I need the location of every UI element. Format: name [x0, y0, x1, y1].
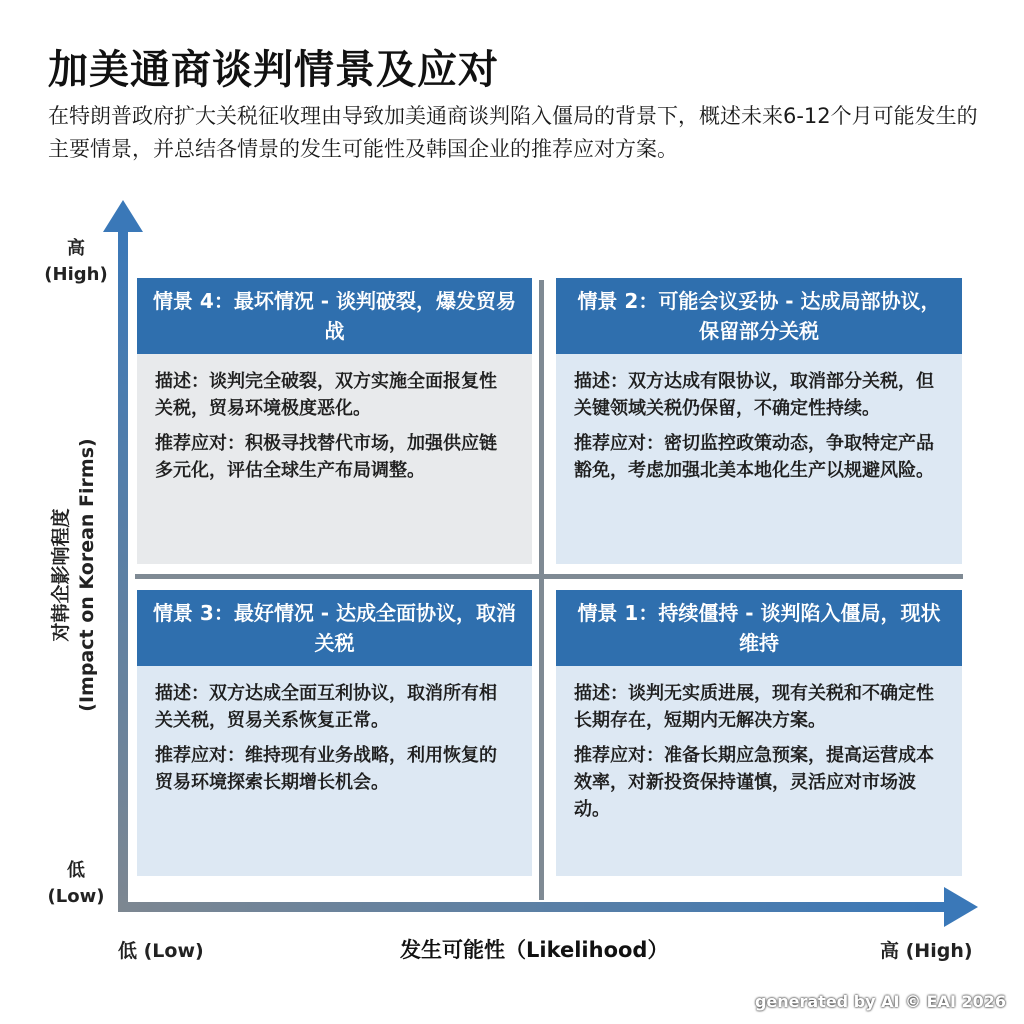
- watermark: generated by AI © EAI 2026: [754, 992, 1006, 1011]
- scenario-3-description: 描述：双方达成全面互利协议，取消所有相关关税，贸易关系恢复正常。: [155, 683, 497, 731]
- y-axis-line: [118, 228, 128, 912]
- quadrant-scenario-4: [137, 278, 532, 564]
- y-axis-high-label: [38, 236, 114, 288]
- quadrant-divider-vertical: [539, 280, 544, 900]
- scenario-3-recommendation: 推荐应对：维持现有业务战略，利用恢复的贸易环境探索长期增长机会。: [155, 745, 497, 793]
- y-axis-title: [48, 415, 100, 735]
- x-axis-low-label: 低 (Low): [118, 940, 204, 962]
- scenario-4-body: [137, 354, 532, 502]
- quadrant-scenario-1: [556, 590, 962, 876]
- y-low-cn: 低: [67, 860, 85, 881]
- y-high-cn: 高: [67, 238, 85, 259]
- scenario-4-title: 情景 4：最坏情况 - 谈判破裂，爆发贸易战: [137, 278, 532, 354]
- quadrant-scenario-2: [556, 278, 962, 564]
- quadrant-divider-horizontal: [135, 574, 963, 579]
- x-axis-high-label: 高 (High): [880, 940, 973, 962]
- scenario-3-body: [137, 666, 532, 814]
- scenario-1-body: [556, 666, 962, 841]
- y-title-cn: 对韩企影响程度: [50, 508, 72, 642]
- x-axis-title: 发生可能性（Likelihood）: [400, 938, 669, 962]
- quadrant-scenario-3: [137, 590, 532, 876]
- page-subtitle: 在特朗普政府扩大关税征收理由导致加美通商谈判陷入僵局的背景下，概述未来6-12个月可能发生的主要情景，并总结各情景的发生可能性及韩国企业的推荐应对方案。: [48, 104, 978, 161]
- x-axis-arrowhead: [944, 887, 978, 927]
- scenario-1-description: 描述：谈判无实质进展，现有关税和不确定性长期存在，短期内无解决方案。: [574, 683, 934, 731]
- scenario-2-description: 描述：双方达成有限协议，取消部分关税，但关键领域关税仍保留，不确定性持续。: [574, 371, 934, 419]
- scenario-1-recommendation: 推荐应对：准备长期应急预案，提高运营成本效率，对新投资保持谨慎，灵活应对市场波动。: [574, 745, 934, 820]
- y-high-en: (High): [44, 264, 108, 285]
- scenario-3-title: 情景 3：最好情况 - 达成全面协议，取消关税: [137, 590, 532, 666]
- scenario-4-description: 描述：谈判完全破裂，双方实施全面报复性关税，贸易环境极度恶化。: [155, 371, 497, 419]
- scenario-1-title: 情景 1：持续僵持 - 谈判陷入僵局，现状维持: [556, 590, 962, 666]
- scenario-2-title: 情景 2：可能会议妥协 - 达成局部协议，保留部分关税: [556, 278, 962, 354]
- scenario-4-recommendation: 推荐应对：积极寻找替代市场，加强供应链多元化，评估全球生产布局调整。: [155, 433, 497, 481]
- y-axis-low-label: [38, 858, 114, 910]
- page-title: 加美通商谈判情景及应对: [48, 47, 499, 93]
- x-axis-line: [118, 902, 948, 912]
- scenario-2-body: [556, 354, 962, 502]
- y-axis-arrowhead: [103, 200, 143, 232]
- y-title-en: (Impact on Korean Firms): [76, 438, 98, 712]
- y-low-en: (Low): [47, 886, 105, 907]
- scenario-2-recommendation: 推荐应对：密切监控政策动态，争取特定产品豁免，考虑加强北美本地化生产以规避风险。: [574, 433, 934, 481]
